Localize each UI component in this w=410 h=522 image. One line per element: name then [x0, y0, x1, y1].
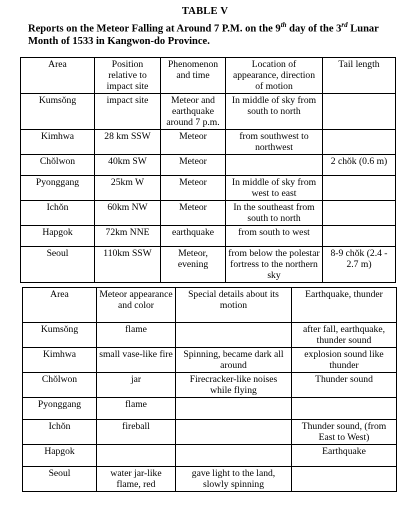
table-cell: Meteor — [161, 201, 226, 226]
table-cell — [292, 398, 397, 420]
table-cell — [323, 201, 396, 226]
table1-body — [21, 58, 396, 283]
table-cell: 40km SW — [95, 155, 161, 176]
table-cell: earthquake — [161, 226, 226, 247]
table-cell: Thunder sound, (from East to West) — [292, 420, 397, 445]
table-cell: Firecracker-like noises while flying — [176, 373, 292, 398]
table-cell: 2 chŏk (0.6 m) — [323, 155, 396, 176]
table-cell: Meteor, evening — [161, 247, 226, 283]
table-cell: Meteor — [161, 155, 226, 176]
column-header: Earthquake, thunder — [292, 288, 397, 323]
table-cell — [323, 176, 396, 201]
table-cell: impact site — [95, 94, 161, 130]
table-row — [21, 201, 396, 226]
table-cell: 25km W — [95, 176, 161, 201]
table-cell — [323, 94, 396, 130]
table-cell: after fall, earthquake, thunder sound — [292, 323, 397, 348]
table-cell: small vase-like fire — [97, 348, 176, 373]
caption-superscript-2: rd — [341, 21, 348, 29]
caption-part-1: Reports on the Meteor Falling at Around 7 P.M. on the 9 — [28, 23, 281, 35]
table-row — [23, 467, 397, 492]
table-row — [23, 420, 397, 445]
column-header: Area — [21, 58, 95, 94]
table-cell: Thunder sound — [292, 373, 397, 398]
table-cell: Pyonggang — [21, 176, 95, 201]
column-header: Special details about its motion — [176, 288, 292, 323]
column-header: Phenomenon and time — [161, 58, 226, 94]
table2-body — [23, 288, 397, 492]
table-cell: Hapgok — [23, 445, 97, 467]
table-row — [23, 398, 397, 420]
column-header: Location of appearance, direction of motion — [226, 58, 323, 94]
table-cell: Meteor — [161, 130, 226, 155]
meteor-appearance-table — [22, 287, 397, 492]
table-title: TABLE V — [181, 6, 229, 17]
table-row — [21, 247, 396, 283]
table-cell: 8-9 chŏk (2.4 - 2.7 m) — [323, 247, 396, 283]
table-caption — [28, 19, 398, 49]
table-cell — [323, 130, 396, 155]
table-cell: In middle of sky from west to east — [226, 176, 323, 201]
table-cell: from below the polestar fortress to the northern sky — [226, 247, 323, 283]
table-cell: flame — [97, 323, 176, 348]
table-cell: 72km NNE — [95, 226, 161, 247]
table-cell: Earthquake — [292, 445, 397, 467]
table-cell: In the southeast from south to north — [226, 201, 323, 226]
table-cell: Chŏlwon — [23, 373, 97, 398]
table-cell: gave light to the land, slowly spinning — [176, 467, 292, 492]
table-cell: Meteor and earthquake around 7 p.m. — [161, 94, 226, 130]
caption-part-3: Lunar Month of 1533 in Kangwon-do Province. — [28, 23, 379, 47]
column-header: Tail length — [323, 58, 396, 94]
table-cell: explosion sound like thunder — [292, 348, 397, 373]
table-row — [21, 130, 396, 155]
table-cell — [97, 445, 176, 467]
table-cell: 110km SSW — [95, 247, 161, 283]
table-cell: Hapgok — [21, 226, 95, 247]
table-cell — [226, 155, 323, 176]
table-cell: Pyonggang — [23, 398, 97, 420]
table-row — [23, 445, 397, 467]
meteor-location-table — [20, 57, 396, 283]
table-cell: jar — [97, 373, 176, 398]
column-header: Position relative to impact site — [95, 58, 161, 94]
table-cell: Seoul — [21, 247, 95, 283]
table-cell: Ichŏn — [21, 201, 95, 226]
table-cell: 60km NW — [95, 201, 161, 226]
table-cell — [176, 420, 292, 445]
table-cell: Seoul — [23, 467, 97, 492]
table-row — [23, 323, 397, 348]
table-cell: Kimhwa — [23, 348, 97, 373]
table-cell: In middle of sky from south to north — [226, 94, 323, 130]
table-cell — [176, 398, 292, 420]
table-cell — [323, 226, 396, 247]
caption-part-2: day of the 3 — [286, 23, 342, 35]
table-cell: Spinning, became dark all around — [176, 348, 292, 373]
table-cell: from south to west — [226, 226, 323, 247]
table-cell: from southwest to northwest — [226, 130, 323, 155]
table-row — [21, 226, 396, 247]
table-cell — [176, 445, 292, 467]
table-cell: Kimhwa — [21, 130, 95, 155]
table-cell: Kumsŏng — [23, 323, 97, 348]
table-cell: water jar-like flame, red — [97, 467, 176, 492]
table-cell: fireball — [97, 420, 176, 445]
table-row — [21, 155, 396, 176]
table-cell: Kumsŏng — [21, 94, 95, 130]
table-row — [21, 94, 396, 130]
table-cell — [176, 323, 292, 348]
table-cell: Meteor — [161, 176, 226, 201]
table-row — [23, 348, 397, 373]
header-row — [21, 58, 396, 94]
header-row — [23, 288, 397, 323]
column-header: Area — [23, 288, 97, 323]
table-cell: flame — [97, 398, 176, 420]
caption-superscript-1: th — [280, 21, 287, 29]
table-cell: Chŏlwon — [21, 155, 95, 176]
table-row — [21, 176, 396, 201]
table-cell — [292, 467, 397, 492]
table-row — [23, 373, 397, 398]
table-cell: Ichŏn — [23, 420, 97, 445]
table-cell: 28 km SSW — [95, 130, 161, 155]
column-header: Meteor appearance and color — [97, 288, 176, 323]
